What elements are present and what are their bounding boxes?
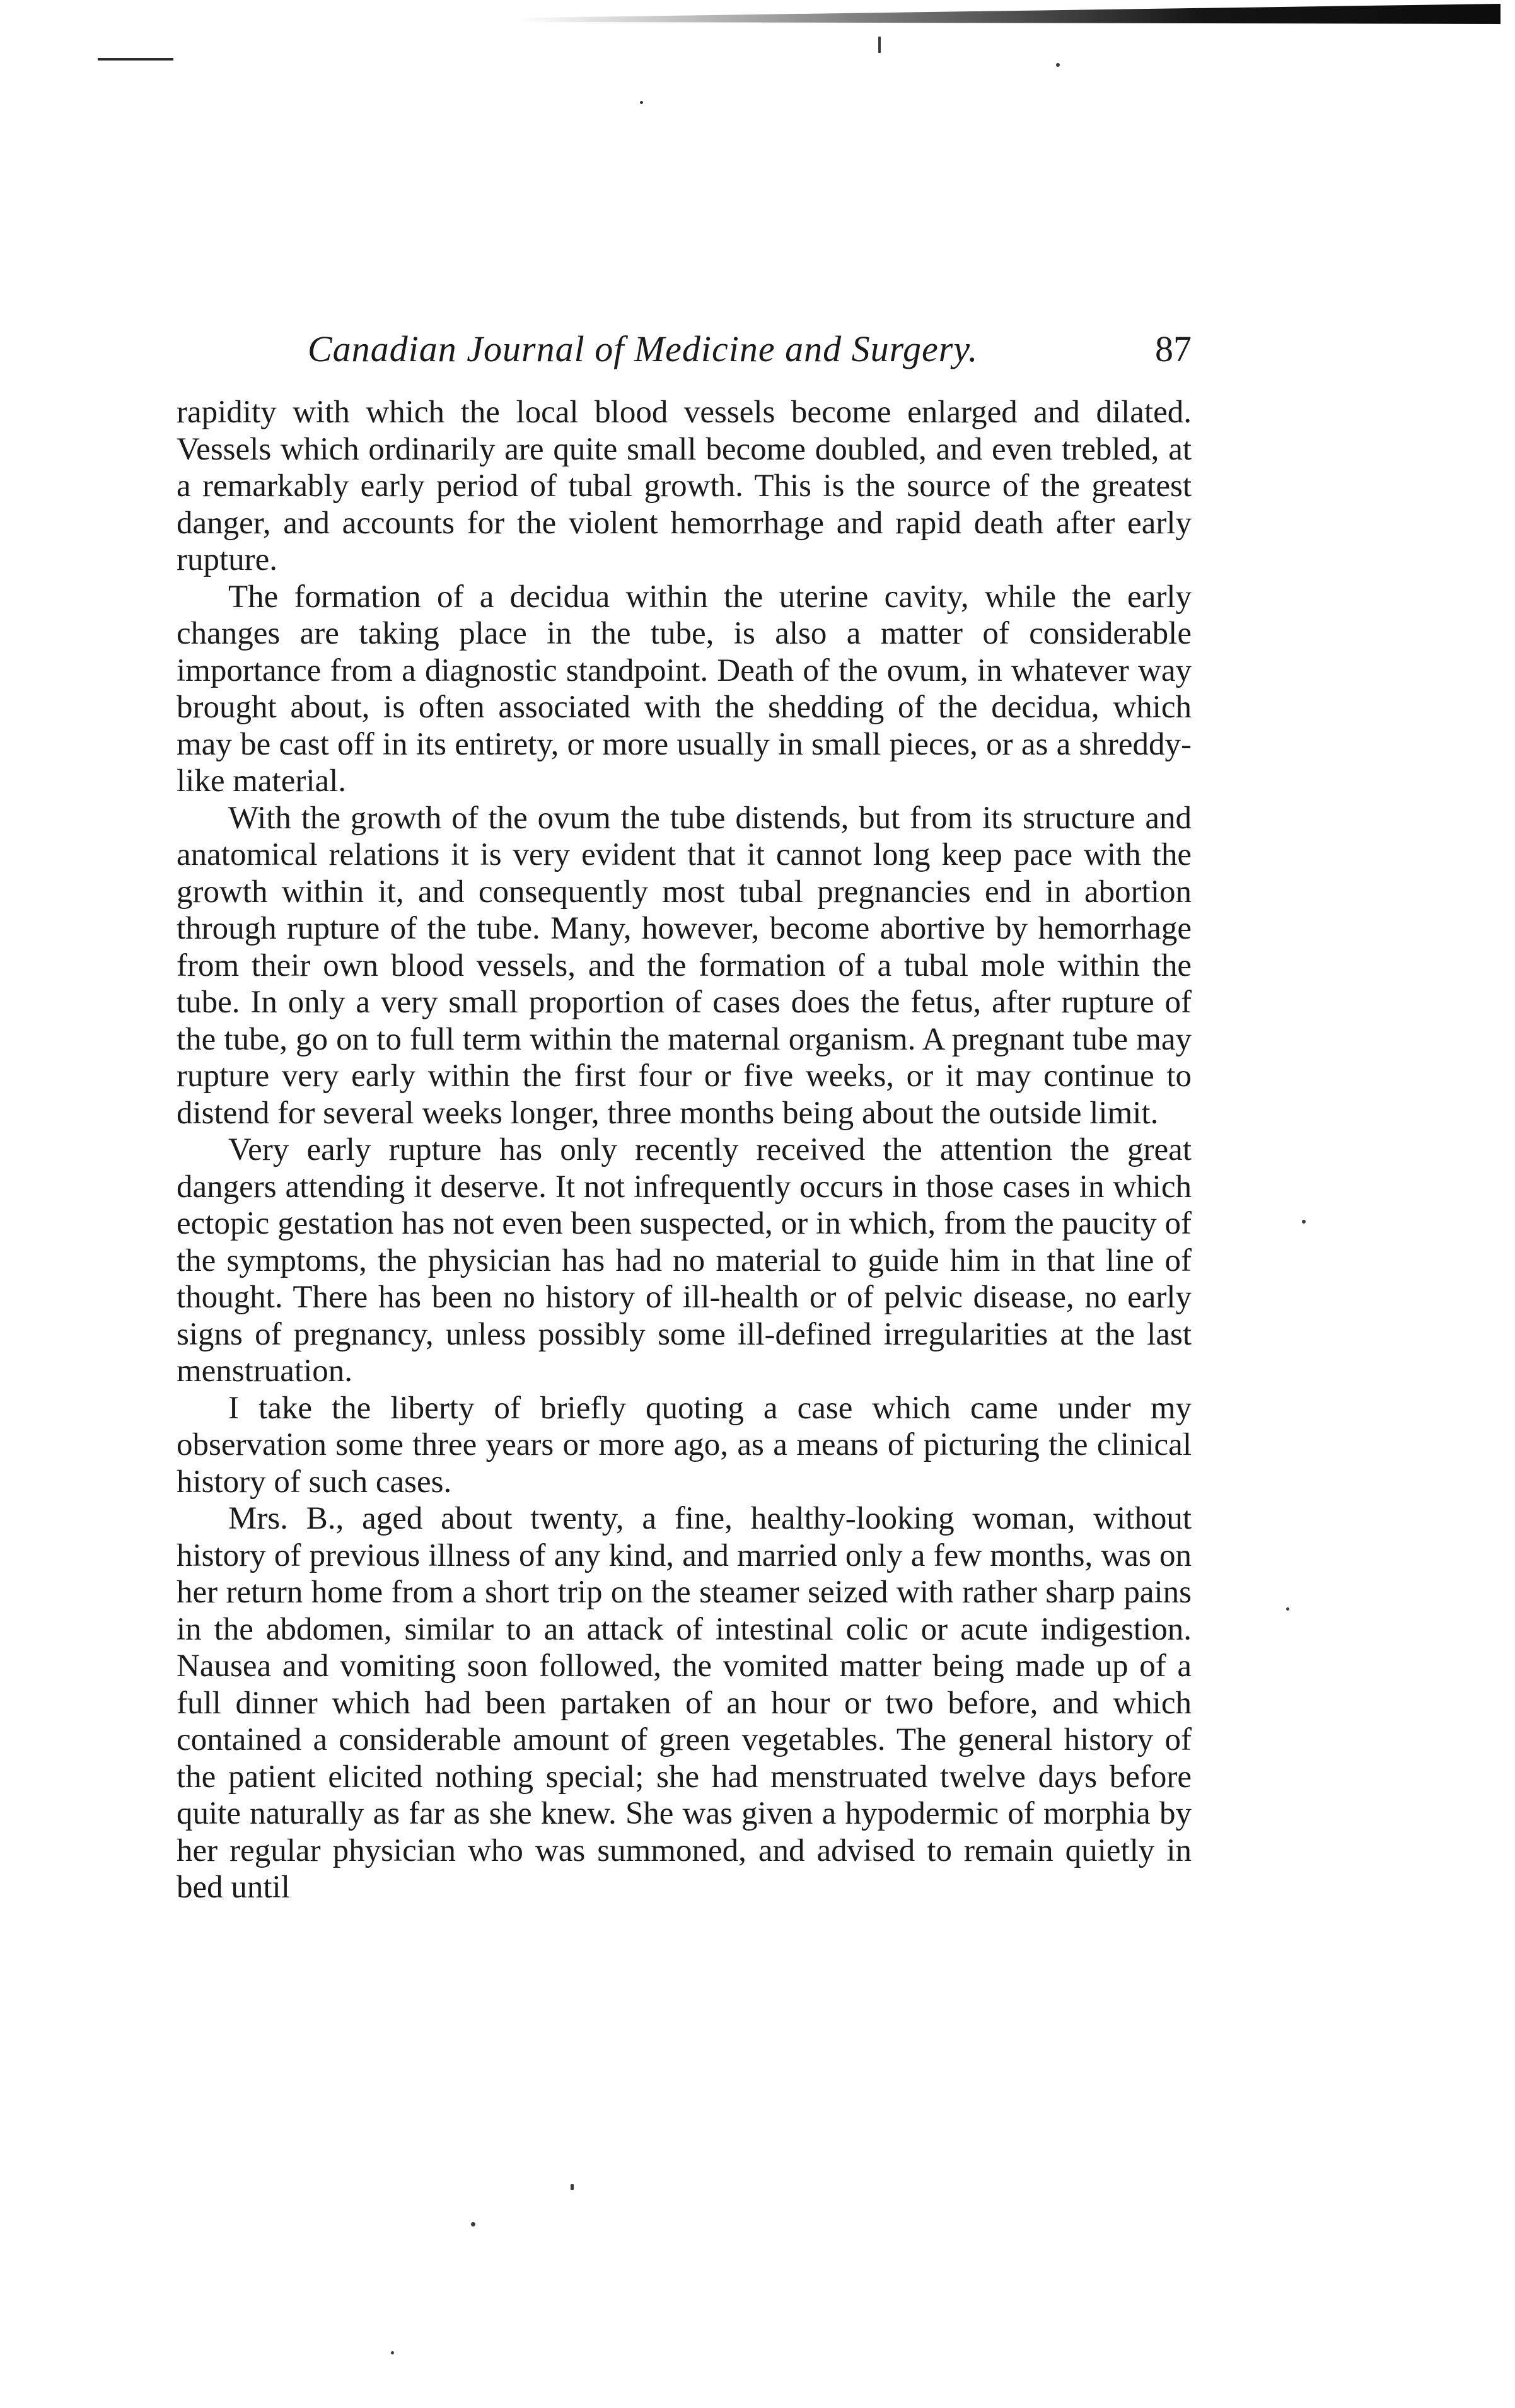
journal-title: Canadian Journal of Medicine and Surgery. (308, 328, 978, 369)
scan-speck (571, 2184, 574, 2190)
scan-speck (1056, 63, 1060, 67)
top-scan-rule (517, 4, 1500, 24)
article-body (177, 394, 1192, 1906)
scan-speck (471, 2222, 475, 2226)
paragraph: Very early rupture has only recently received the attention the great dangers attending it deserve. It not infrequently occurs in those cases in which ectopic gestation has not even been suspected, or in which, from the paucity of the symptoms, the physician has had no material to guide him in that line of thought. There has been no history of ill-health or of pelvic disease, no early signs of pregnancy, unless possibly some ill-defined irregularities at the last menstruation. (177, 1132, 1192, 1389)
paragraph: I take the liberty of briefly quoting a case which came under my observation some three years or more ago, as a means of picturing the clinical history of such cases. (177, 1390, 1192, 1500)
page-number: 87 (1155, 328, 1192, 369)
scan-speck (1286, 1607, 1289, 1611)
scan-speck (391, 2351, 394, 2354)
paragraph: Mrs. B., aged about twenty, a fine, healthy-looking woman, without history of previous illness of any kind, and married only a few months, was on her return home from a short trip on the steamer seized with rather sharp pains in the abdomen, similar to an attack of intestinal colic or acute indigestion. Nausea and vomiting soon followed, the vomited matter being made up of a full dinner which had been partaken of an hour or two before, and which contained a considerable amount of green vegetables. The general history of the patient elicited nothing special; she had menstruated twelve days before quite naturally as far as she knew. She was given a hypodermic of morphia by her regular physician who was summoned, and advised to remain quietly in bed until (177, 1501, 1192, 1905)
paragraph: With the growth of the ovum the tube distends, but from its structure and anatomical relations it is very evident that it cannot long keep pace with the growth within it, and consequently most tubal pregnancies end in abortion through rupture of the tube. Many, however, become abortive by hemorrhage from their own blood vessels, and the formation of a tubal mole within the tube. In only a very small proportion of cases does the fetus, after rupture of the tube, go on to full term within the maternal organism. A pregnant tube may rupture very early within the first four or five weeks, or it may continue to distend for several weeks longer, three months being about the outside limit. (177, 800, 1192, 1131)
paragraph: The formation of a decidua within the uterine cavity, while the early changes are taking place in the tube, is also a matter of considerable importance from a diagnostic standpoint. Death of the ovum, in whatever way brought about, is often associated with the shedding of the decidua, which may be cast off in its entirety, or more usually in small pieces, or as a shreddy-like material. (177, 579, 1192, 799)
scan-speck (640, 101, 643, 104)
scan-speck (878, 37, 881, 53)
left-scan-mark (98, 58, 173, 61)
running-head (177, 328, 1192, 378)
paragraph: rapidity with which the local blood vessels become enlarged and dilated. Vessels which ordinarily are quite small become doubled, and even trebled, at a remarkably early period of tubal growth. This is the source of the greatest danger, and accounts for the violent hemorrhage and rapid death after early rupture. (177, 395, 1192, 577)
scan-speck (1302, 1220, 1306, 1224)
